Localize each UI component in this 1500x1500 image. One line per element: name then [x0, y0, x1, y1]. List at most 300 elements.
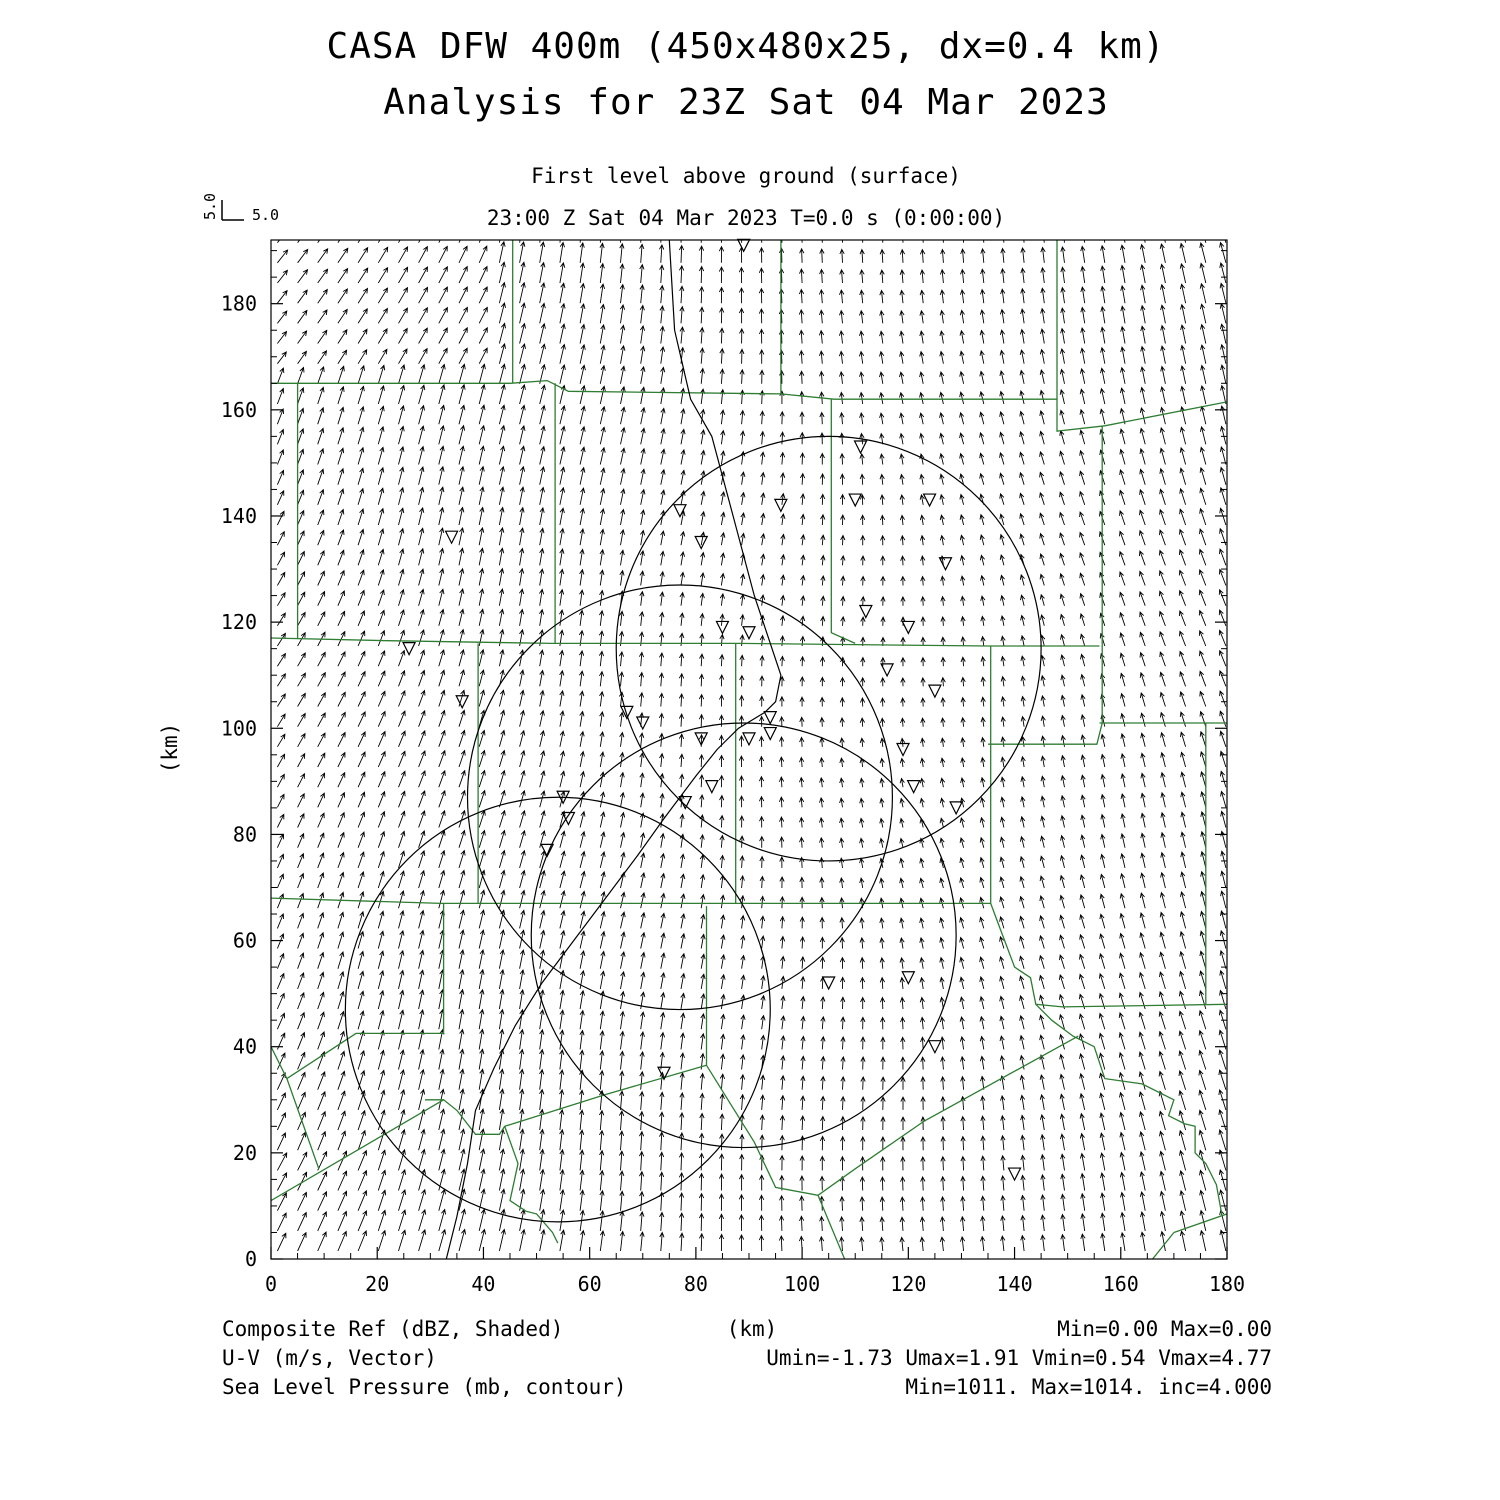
- wind-vector: [721, 431, 725, 445]
- wind-vector: [338, 1071, 345, 1089]
- wind-vector: [721, 915, 725, 928]
- wind-vector: [620, 1191, 624, 1210]
- wind-vector: [1121, 368, 1126, 384]
- wind-vector: [880, 291, 884, 304]
- wind-vector: [1201, 325, 1206, 344]
- wind-vector: [1141, 1232, 1146, 1251]
- wind-vector: [1161, 733, 1166, 747]
- wind-vector: [1040, 936, 1045, 949]
- wind-vector: [1060, 594, 1064, 606]
- wind-vector: [1020, 350, 1024, 364]
- wind-vector: [620, 571, 624, 586]
- wind-vector: [880, 372, 884, 384]
- wind-vector: [880, 839, 884, 848]
- wind-vector: [1161, 326, 1166, 344]
- wind-vector: [459, 1149, 465, 1170]
- wind-vector: [660, 551, 664, 565]
- wind-vector: [781, 1016, 785, 1029]
- wind-vector: [621, 952, 626, 969]
- wind-vector: [1001, 697, 1005, 707]
- x-tick-label: 100: [784, 1272, 821, 1296]
- wind-vector: [840, 270, 844, 283]
- wind-vector: [1101, 368, 1105, 384]
- wind-vector: [739, 309, 743, 324]
- wind-vector: [540, 1010, 544, 1029]
- wind-vector: [700, 795, 704, 807]
- wind-vector: [1140, 933, 1145, 949]
- wind-vector: [1040, 856, 1044, 868]
- wind-vector: [840, 858, 844, 868]
- wind-vector: [620, 793, 624, 808]
- wind-vector: [1041, 716, 1045, 727]
- wind-vector: [620, 1232, 624, 1252]
- wind-vector: [1060, 431, 1065, 444]
- wind-vector: [620, 712, 624, 726]
- wind-vector: [901, 1018, 905, 1030]
- wind-vector: [880, 352, 884, 364]
- wind-vector: [358, 772, 365, 787]
- wind-vector: [1081, 855, 1085, 868]
- wind-vector: [1121, 1213, 1125, 1231]
- wind-vector: [900, 250, 904, 263]
- wind-vector: [298, 592, 305, 606]
- wind-vector: [1160, 1171, 1166, 1190]
- wind-vector: [741, 975, 745, 989]
- wind-vector: [419, 528, 424, 545]
- wind-vector: [520, 851, 526, 868]
- wind-vector: [961, 1057, 965, 1070]
- wind-vector: [1081, 654, 1085, 666]
- wind-vector: [600, 772, 604, 787]
- wind-vector: [600, 792, 604, 807]
- station-marker: [849, 494, 861, 506]
- wind-vector: [580, 852, 585, 868]
- wind-vector: [1001, 289, 1005, 303]
- wind-vector: [820, 657, 824, 666]
- wind-vector: [1160, 264, 1165, 283]
- wind-vector: [600, 1151, 604, 1171]
- wind-vector: [1121, 327, 1125, 344]
- wind-vector: [277, 1173, 286, 1191]
- wind-vector: [659, 693, 663, 706]
- wind-vector: [520, 1030, 524, 1050]
- wind-vector: [459, 307, 467, 323]
- wind-vector: [960, 372, 964, 384]
- wind-vector: [800, 717, 804, 726]
- x-tick-label: 0: [264, 1272, 278, 1296]
- wind-vector: [459, 548, 464, 565]
- wind-vector: [881, 1157, 885, 1170]
- wind-vector: [620, 305, 624, 323]
- axis-ticks: [221, 251, 1245, 1296]
- wind-vector: [419, 1130, 426, 1151]
- wind-vector: [378, 468, 384, 485]
- wind-vector: [920, 290, 924, 303]
- wind-vector: [661, 1013, 665, 1029]
- wind-vector: [941, 250, 945, 263]
- wind-vector: [640, 592, 644, 606]
- wind-vector: [1059, 975, 1064, 989]
- wind-vector: [540, 283, 545, 303]
- wind-vector: [439, 650, 445, 666]
- wind-vector: [961, 657, 965, 666]
- wind-vector: [621, 972, 625, 989]
- wind-vector: [980, 392, 984, 404]
- wind-vector: [358, 350, 367, 364]
- wind-vector: [1179, 1111, 1186, 1130]
- wind-vector: [399, 590, 405, 606]
- wind-vector: [560, 549, 564, 565]
- wind-vector: [940, 433, 944, 444]
- wind-vector: [700, 389, 704, 404]
- wind-vector: [1080, 955, 1085, 969]
- wind-vector: [1001, 737, 1005, 747]
- wind-vector: [540, 1170, 545, 1191]
- wind-vector: [900, 779, 904, 788]
- wind-vector: [298, 653, 306, 666]
- wind-vector: [1060, 955, 1065, 969]
- wind-vector: [1021, 595, 1025, 606]
- wind-vector: [479, 528, 484, 545]
- wind-vector: [277, 754, 284, 767]
- wind-vector: [1220, 283, 1226, 303]
- wind-vector: [1180, 1171, 1186, 1191]
- wind-vector: [580, 1050, 584, 1069]
- wind-vector: [419, 970, 424, 989]
- wind-vector: [277, 734, 285, 747]
- wind-vector: [1101, 348, 1105, 364]
- wind-vector: [641, 510, 645, 525]
- wind-vector: [800, 371, 804, 384]
- wind-vector: [1020, 857, 1024, 868]
- wind-vector: [840, 311, 844, 324]
- station-marker: [764, 728, 776, 740]
- wind-vector: [399, 267, 408, 283]
- wind-vector: [1201, 812, 1206, 828]
- wind-vector: [318, 387, 324, 404]
- wind-vector: [399, 1050, 405, 1069]
- x-tick-label: 40: [471, 1272, 496, 1296]
- wind-vector: [880, 454, 884, 464]
- wind-vector: [880, 918, 884, 928]
- wind-vector: [580, 427, 585, 445]
- wind-vector: [700, 1094, 704, 1110]
- wind-vector: [439, 487, 444, 505]
- wind-vector: [1040, 916, 1045, 929]
- wind-vector: [277, 511, 284, 525]
- footer-field1-stats: Min=0.00 Max=0.00: [1057, 1317, 1272, 1341]
- wind-vector: [399, 771, 406, 787]
- wind-vector: [840, 798, 844, 807]
- wind-vector: [680, 1093, 684, 1110]
- wind-vector: [358, 427, 364, 444]
- wind-vector: [1081, 755, 1085, 767]
- wind-vector: [840, 1157, 844, 1171]
- wind-vector: [861, 556, 865, 565]
- wind-vector: [419, 891, 425, 909]
- wind-vector: [298, 794, 305, 808]
- x-tick-label: 80: [683, 1272, 708, 1296]
- wind-vector: [1141, 813, 1145, 827]
- wind-vector: [641, 367, 645, 384]
- wind-vector: [1200, 912, 1205, 929]
- wind-vector: [880, 229, 884, 242]
- wind-vector: [679, 754, 683, 767]
- wind-vector: [1121, 694, 1125, 707]
- wind-vector: [378, 812, 385, 828]
- wind-vector: [1081, 1194, 1085, 1211]
- wind-vector: [1001, 1236, 1005, 1251]
- wind-vector: [1080, 389, 1085, 404]
- wind-vector: [1181, 305, 1186, 324]
- wind-vector: [1040, 554, 1044, 565]
- wind-vector: [940, 352, 944, 364]
- wind-vector: [1220, 731, 1226, 747]
- wind-vector: [1159, 992, 1165, 1009]
- wind-vector: [1179, 550, 1185, 565]
- wind-vector: [641, 449, 646, 465]
- wind-vector: [1141, 753, 1145, 767]
- wind-vector: [1080, 935, 1085, 949]
- wind-vector: [1200, 692, 1206, 707]
- wind-vector: [921, 1177, 925, 1191]
- wind-vector: [560, 691, 564, 707]
- y-tick-label: 140: [220, 503, 257, 528]
- wind-vector: [560, 731, 565, 747]
- wind-vector: [1199, 631, 1205, 646]
- wind-vector: [1121, 347, 1125, 364]
- wind-vector: [1101, 327, 1105, 343]
- wind-vector: [700, 593, 704, 605]
- wind-vector: [298, 1152, 307, 1170]
- wind-vector: [779, 1216, 783, 1231]
- title-line-2: Analysis for 23Z Sat 04 Mar 2023: [383, 82, 1109, 123]
- wind-vector: [540, 303, 546, 323]
- wind-vector: [1040, 574, 1044, 585]
- wind-vector: [459, 569, 464, 586]
- wind-vector: [520, 711, 525, 727]
- wind-vector: [841, 1137, 845, 1151]
- wind-vector: [1081, 267, 1085, 283]
- wind-vector: [499, 970, 504, 989]
- wind-vector: [1021, 616, 1025, 626]
- wind-vector: [318, 1192, 327, 1211]
- wind-vector: [940, 978, 944, 989]
- wind-vector: [1119, 1033, 1125, 1050]
- wind-vector: [1180, 972, 1186, 989]
- wind-vector: [719, 247, 723, 263]
- wind-vector: [277, 954, 284, 969]
- wind-vector: [641, 490, 645, 505]
- wind-vector: [940, 454, 944, 465]
- wind-vector: [1160, 672, 1165, 686]
- wind-vector: [459, 1209, 466, 1231]
- wind-vector: [621, 407, 626, 424]
- wind-vector: [318, 531, 324, 546]
- wind-vector: [439, 385, 445, 404]
- wind-vector: [338, 932, 344, 948]
- wind-vector: [1200, 732, 1206, 747]
- wind-vector: [1081, 815, 1085, 827]
- wind-vector: [821, 535, 825, 545]
- wind-vector: [459, 348, 467, 363]
- wind-vector: [700, 815, 704, 828]
- wind-vector: [580, 1231, 585, 1251]
- x-tick-label: 180: [1208, 1272, 1246, 1296]
- wind-vector: [298, 1233, 307, 1251]
- wind-vector: [1220, 971, 1226, 989]
- wind-vector: [277, 450, 283, 465]
- wind-vector: [1041, 248, 1045, 263]
- y-tick-label: 60: [232, 928, 257, 953]
- wind-vector: [740, 370, 744, 384]
- wind-vector: [659, 673, 663, 686]
- wind-vector: [479, 990, 484, 1009]
- wind-vector: [780, 350, 784, 363]
- wind-vector: [720, 655, 724, 666]
- wind-vector: [680, 774, 684, 787]
- wind-vector: [378, 931, 384, 948]
- wind-vector: [318, 408, 324, 424]
- wind-vector: [1141, 833, 1145, 847]
- wind-vector: [800, 1216, 804, 1231]
- wind-vector: [1060, 1055, 1065, 1070]
- wind-vector: [1120, 1153, 1125, 1171]
- wind-vector: [881, 577, 885, 586]
- wind-vector: [1060, 1035, 1065, 1050]
- wind-vector: [580, 991, 584, 1009]
- wind-vector: [540, 671, 544, 687]
- wind-vector: [819, 290, 823, 303]
- wind-vector: [579, 651, 583, 666]
- wind-vector: [399, 731, 406, 747]
- wind-vector: [760, 817, 764, 828]
- wind-vector: [1121, 714, 1125, 727]
- wind-vector: [519, 569, 523, 586]
- wind-vector: [298, 429, 304, 444]
- wind-vector: [900, 978, 904, 989]
- wind-vector: [981, 657, 985, 666]
- wind-vector: [479, 1209, 485, 1231]
- wind-vector: [298, 1092, 306, 1110]
- wind-vector: [1040, 896, 1044, 908]
- wind-vector: [1160, 244, 1165, 263]
- wind-vector: [599, 1131, 603, 1151]
- wind-vector: [399, 467, 404, 484]
- wind-vector: [419, 630, 425, 646]
- wind-vector: [1020, 837, 1024, 848]
- wind-vector: [621, 992, 625, 1009]
- wind-vector: [1200, 488, 1206, 505]
- wind-vector: [540, 1030, 544, 1050]
- wind-vector: [1180, 692, 1186, 707]
- wind-vector: [439, 528, 444, 545]
- wind-vector: [1120, 1173, 1125, 1191]
- wind-vector: [560, 1150, 564, 1171]
- wind-vector: [338, 1091, 345, 1110]
- wind-vector: [620, 773, 624, 788]
- wind-vector: [358, 591, 364, 606]
- wind-vector: [1120, 613, 1125, 626]
- wind-vector: [399, 406, 405, 424]
- wind-vector: [841, 556, 845, 565]
- wind-vector: [439, 1109, 445, 1130]
- wind-vector: [520, 385, 526, 404]
- wind-vector: [660, 1033, 664, 1050]
- wind-vector: [781, 534, 785, 545]
- wind-vector: [739, 1215, 743, 1231]
- wind-vector: [358, 971, 364, 989]
- title-line-1: CASA DFW 400m (450x480x25, dx=0.4 km): [326, 26, 1166, 67]
- wind-vector: [600, 1071, 604, 1090]
- wind-vector: [1120, 1113, 1125, 1131]
- wind-vector: [318, 1092, 326, 1110]
- wind-vector: [860, 250, 864, 263]
- wind-vector: [941, 1137, 945, 1150]
- wind-vector: [338, 510, 344, 526]
- wind-vector: [277, 1153, 286, 1171]
- wind-vector: [1140, 449, 1145, 465]
- wind-vector: [580, 488, 585, 505]
- wind-vector: [1041, 1215, 1045, 1231]
- wind-vector: [781, 1036, 785, 1049]
- wind-vector: [680, 1053, 684, 1069]
- wind-vector: [900, 1197, 904, 1211]
- wind-vector: [659, 1172, 663, 1190]
- wind-vector: [621, 469, 626, 485]
- wind-vector: [540, 426, 545, 444]
- wind-vector: [399, 791, 406, 807]
- wind-vector: [960, 878, 964, 888]
- wind-vector: [1021, 797, 1025, 807]
- wind-vector: [1181, 892, 1186, 908]
- wind-vector: [520, 1230, 526, 1251]
- wind-vector: [980, 515, 984, 525]
- wind-vector: [900, 270, 904, 283]
- wind-vector: [1220, 691, 1226, 706]
- wind-vector: [600, 386, 605, 404]
- wind-vector: [1180, 1211, 1186, 1231]
- wind-vector: [419, 508, 424, 525]
- wind-vector: [820, 957, 824, 968]
- wind-vector: [641, 387, 645, 404]
- wind-vector: [1061, 635, 1065, 646]
- wind-vector: [338, 469, 344, 485]
- wind-vector: [318, 873, 324, 888]
- wind-vector: [520, 630, 524, 646]
- wind-vector: [378, 1150, 385, 1170]
- wind-vector: [378, 447, 384, 464]
- wind-vector: [699, 1194, 703, 1211]
- wind-vector: [759, 797, 763, 808]
- wind-vector: [479, 589, 484, 606]
- wind-vector: [378, 529, 384, 545]
- wind-vector: [701, 451, 705, 465]
- wind-vector: [981, 249, 985, 263]
- wind-vector: [940, 311, 944, 324]
- wind-vector: [780, 656, 784, 666]
- wind-vector: [880, 938, 884, 949]
- wind-vector: [641, 972, 645, 989]
- wind-vector: [720, 410, 724, 424]
- wind-vector: [1000, 392, 1004, 405]
- wind-vector: [499, 811, 505, 828]
- wind-vector: [399, 1010, 405, 1029]
- wind-vector: [660, 265, 664, 283]
- wind-vector: [439, 549, 444, 566]
- wind-vector: [941, 229, 945, 243]
- wind-vector: [761, 575, 765, 586]
